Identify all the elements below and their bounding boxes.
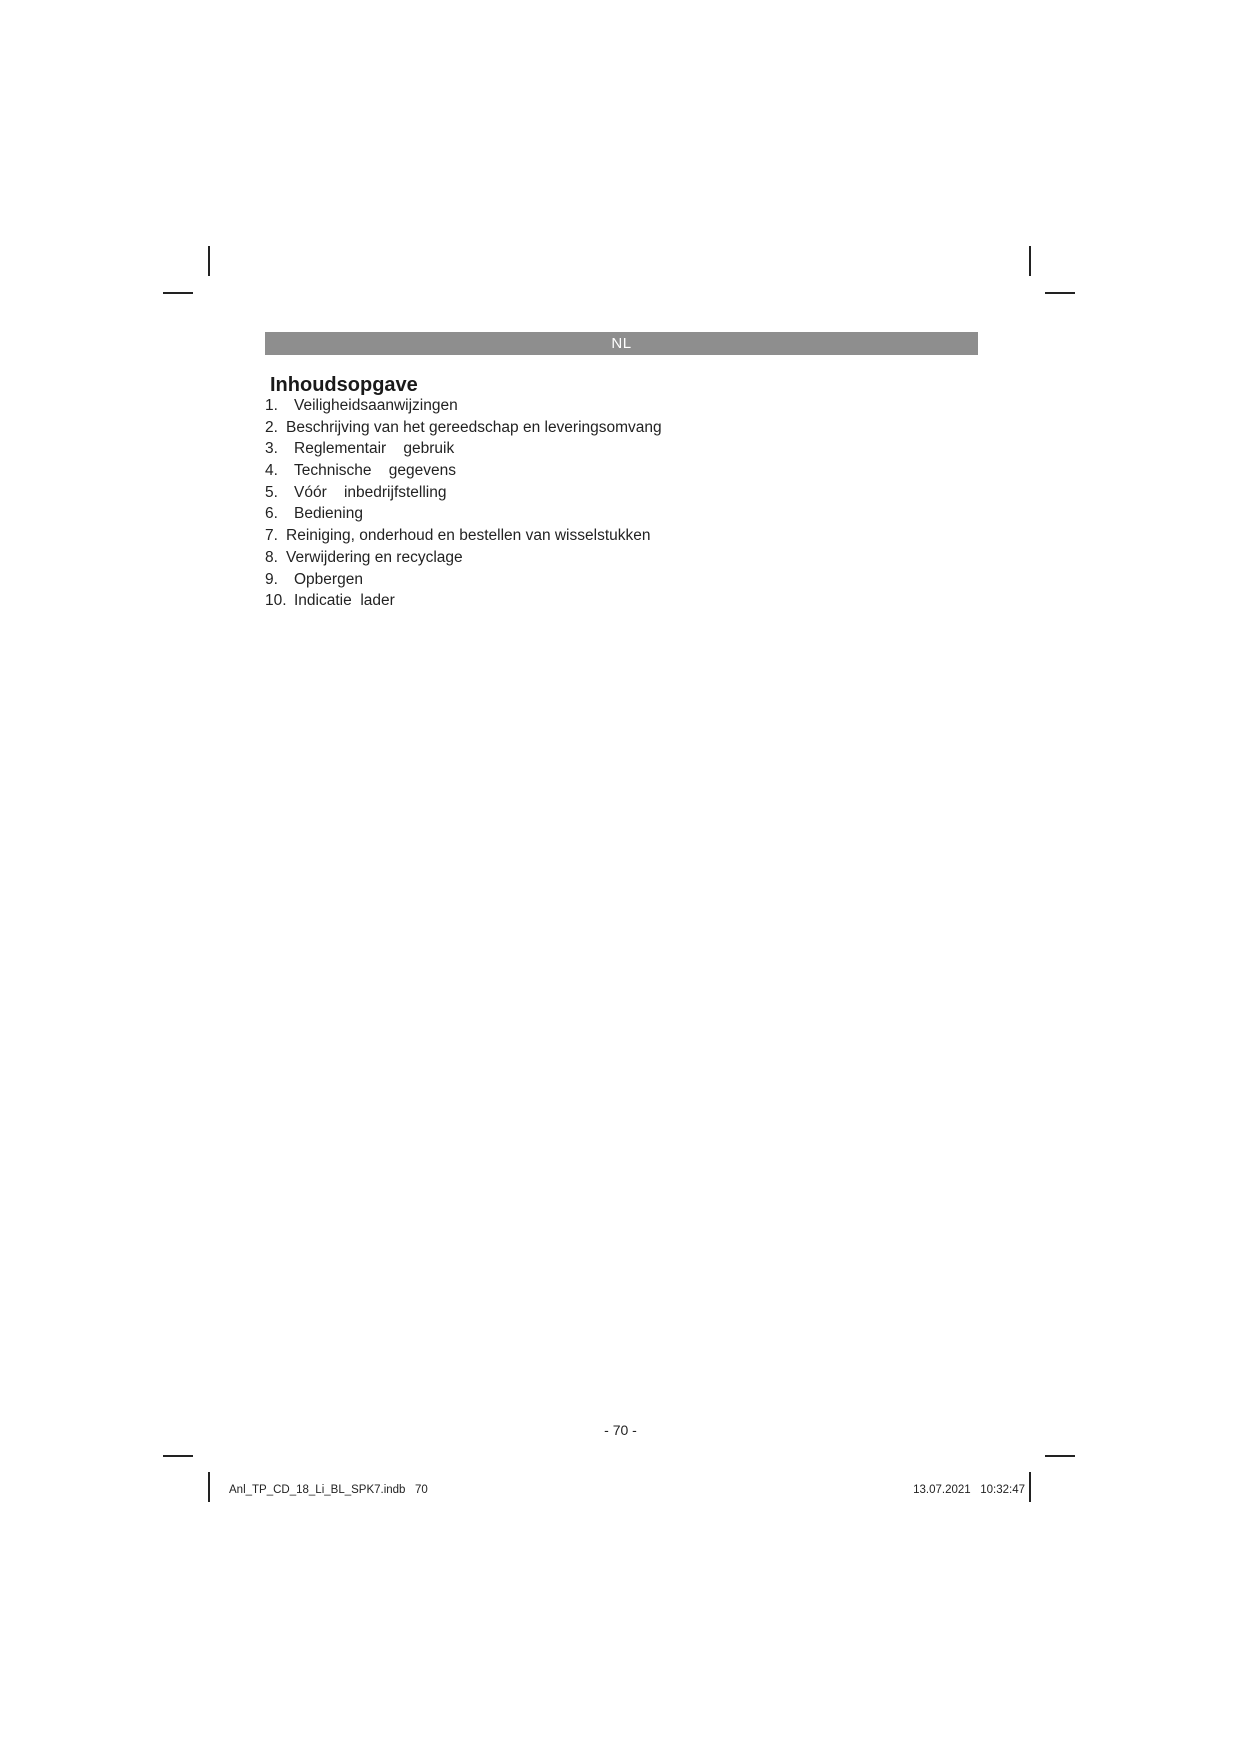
toc-item-number: 6.: [265, 505, 278, 523]
toc-item-number: 4.: [265, 462, 278, 480]
toc-item-number: 8.: [265, 548, 278, 566]
print-timestamp: 13.07.2021 10:32:47: [913, 1484, 1025, 1496]
toc-item-number: 1.: [265, 397, 278, 414]
crop-mark-bottom-left-vertical: [208, 1472, 210, 1502]
toc-item-label: Vóór inbedrijfstelling: [294, 483, 447, 501]
toc-item-number: 9.: [265, 570, 278, 588]
crop-mark-top-right-vertical: [1029, 246, 1031, 276]
toc-item-number: 2.: [265, 418, 278, 436]
crop-mark-top-right-horizontal: [1045, 292, 1075, 294]
toc-item-label: Indicatie lader: [294, 592, 395, 610]
toc-item-label: Technische gegevens: [294, 462, 456, 480]
crop-mark-bottom-left-horizontal: [163, 1455, 193, 1457]
crop-mark-top-left-vertical: [208, 246, 210, 276]
toc-item-label: Veiligheidsaanwijzingen: [294, 397, 458, 414]
toc-item-3: [265, 438, 662, 460]
crop-mark-bottom-right-vertical: [1029, 1472, 1031, 1502]
toc-item-label: Reglementair gebruik: [294, 440, 455, 458]
toc-item-label: Verwijdering en recyclage: [286, 548, 463, 566]
toc-item-label: Beschrijving van het gereedschap en leveringsomvang: [286, 418, 662, 436]
toc-item-label: Reiniging, onderhoud en bestellen van wisselstukken: [286, 527, 651, 545]
toc-item-label: Bediening: [294, 505, 363, 523]
toc-list: [265, 395, 662, 612]
toc-item-7: [265, 525, 662, 547]
crop-mark-bottom-right-horizontal: [1045, 1455, 1075, 1457]
toc-item-6: [265, 503, 662, 525]
toc-item-4: [265, 460, 662, 482]
language-header-bar: [265, 332, 978, 355]
toc-item-1: [265, 395, 662, 417]
toc-item-8: [265, 547, 662, 569]
page-number: - 70 -: [604, 1422, 637, 1438]
toc-item-5: [265, 482, 662, 504]
toc-item-10: [265, 590, 662, 612]
toc-item-number: 10.: [265, 592, 287, 610]
toc-title: Inhoudsopgave: [270, 374, 418, 396]
print-file-info: Anl_TP_CD_18_Li_BL_SPK7.indb 70: [229, 1484, 428, 1496]
toc-item-number: 5.: [265, 483, 278, 501]
toc-item-2: [265, 417, 662, 439]
toc-item-label: Opbergen: [294, 570, 363, 588]
toc-item-number: 7.: [265, 527, 278, 545]
toc-item-number: 3.: [265, 440, 278, 458]
toc-item-9: [265, 569, 662, 591]
crop-mark-top-left-horizontal: [163, 292, 193, 294]
language-code: NL: [611, 335, 632, 352]
